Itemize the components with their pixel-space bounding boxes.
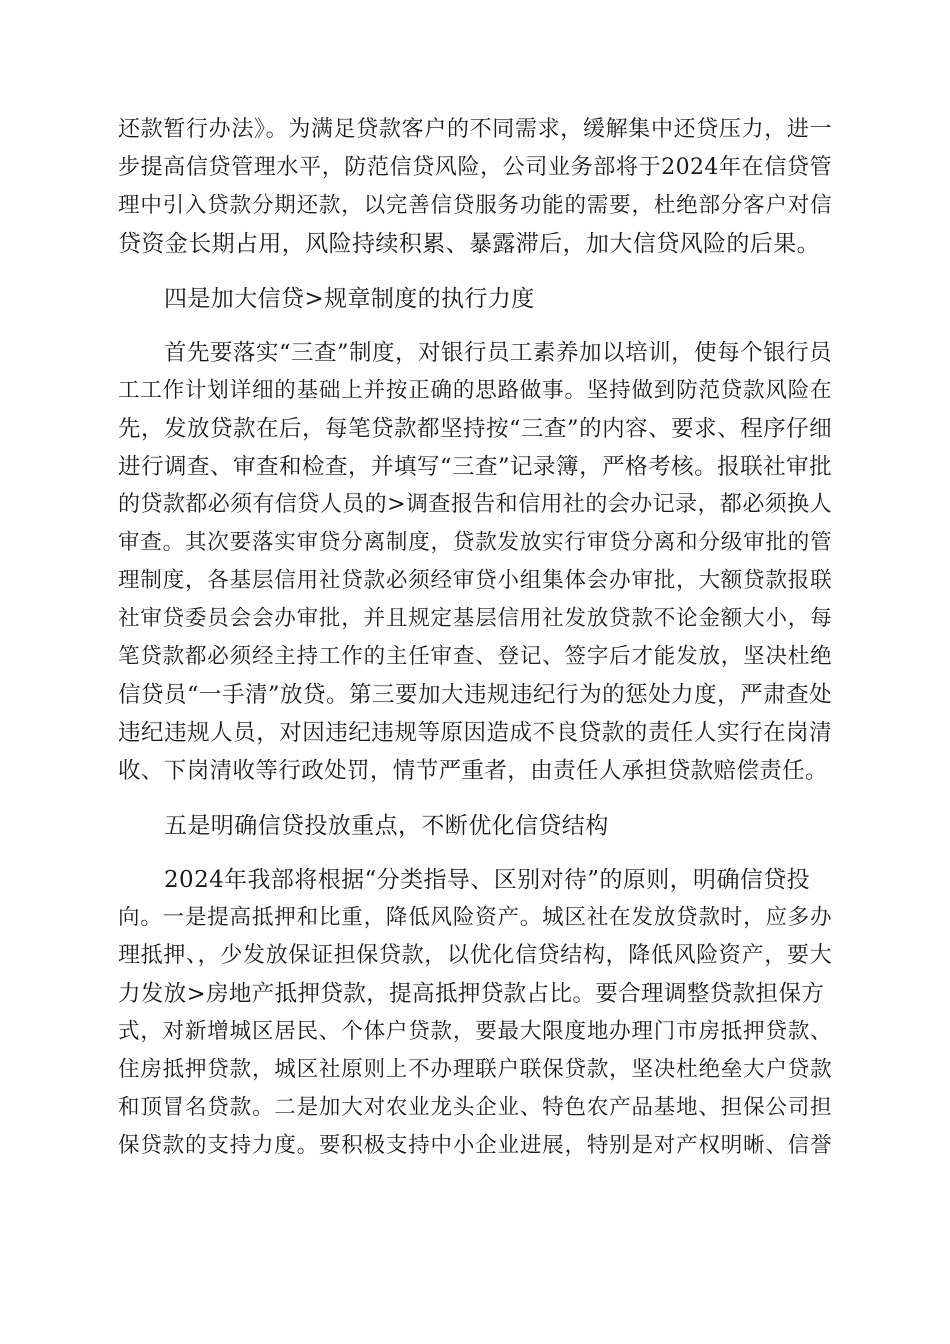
body-text-line: 审查。其次要落实审贷分离制度，贷款发放实行审贷分离和分级审批的管 (118, 530, 832, 555)
body-text-line: 收、下岗清收等行政处罚，情节严重者，由责任人承担贷款赔偿责任。 (118, 758, 828, 784)
body-text-line: 首先要落实“三查”制度，对银行员工素养加以培训，使每个银行员 (164, 340, 832, 366)
body-text-line: 先，发放贷款在后，每笔贷款都坚持按“三查”的内容、要求、程序仔细 (118, 416, 832, 442)
body-text-line: 贷资金长期占用，风险持续积累、暴露滞后，加大信贷风险的后果。 (118, 231, 820, 257)
body-text-line: 理制度，各基层信用社贷款必须经审贷小组集体会办审批，大额贷款报联 (118, 568, 832, 593)
body-text-line: 违纪违规人员，对因违纪违规等原因造成不良贷款的责任人实行在岗清 (118, 720, 832, 746)
body-text-line: 工工作计划详细的基础上并按正确的思路做事。坚持做到防范贷款风险在 (118, 378, 832, 403)
body-text-line: 的贷款都必须有信贷人员的>调查报告和信用社的会办记录，都必须换人 (118, 492, 832, 517)
body-text-line: 还款暂行办法》。为满足贷款客户的不同需求，缓解集中还贷压力，进一 (118, 117, 832, 142)
body-text-line: 和顶冒名贷款。二是加大对农业龙头企业、特色农产品基地、担保公司担 (118, 1095, 832, 1120)
body-text-line: 进行调查、审查和检查，并填写“三查”记录簿，严格考核。报联社审批 (118, 454, 832, 480)
body-text-line: 住房抵押贷款，城区社原则上不办理联户联保贷款，坚决杜绝垒大户贷款 (118, 1057, 832, 1082)
body-text-line: 信贷员“一手清”放贷。第三要加大违规违纪行为的惩处力度，严肃查处 (118, 682, 832, 708)
body-text-line: 社审贷委员会会办审批，并且规定基层信用社发放贷款不论金额大小，每 (118, 606, 832, 631)
body-text-line: 笔贷款都必须经主持工作的主任审查、登记、签字后才能发放，坚决杜绝 (118, 644, 832, 669)
body-text-line: 2024年我部将根据“分类指导、区别对待”的原则，明确信贷投 (164, 867, 811, 893)
body-text-line: 式，对新增城区居民、个体户贷款，要最大限度地办理门市房抵押贷款、 (118, 1019, 832, 1044)
body-text-line: 向。一是提高抵押和比重，降低风险资产。城区社在发放贷款时，应多办 (118, 905, 832, 930)
section-heading: 四是加大信贷>规章制度的执行力度 (164, 286, 535, 312)
body-text-line: 步提高信贷管理水平，防范信贷风险，公司业务部将于2024年在信贷管 (118, 155, 832, 180)
body-text-line: 理抵押、，少发放保证担保贷款，以优化信贷结构，降低风险资产，要大 (118, 943, 832, 968)
body-text-line: 理中引入贷款分期还款，以完善信贷服务功能的需要，杜绝部分客户对信 (118, 193, 832, 218)
body-text-line: 力发放>房地产抵押贷款，提高抵押贷款占比。要合理调整贷款担保方 (118, 981, 825, 1007)
body-text-line: 保贷款的支持力度。要积极支持中小企业进展，特别是对产权明晰、信誉 (118, 1133, 832, 1158)
section-heading: 五是明确信贷投放重点，不断优化信贷结构 (164, 813, 609, 839)
